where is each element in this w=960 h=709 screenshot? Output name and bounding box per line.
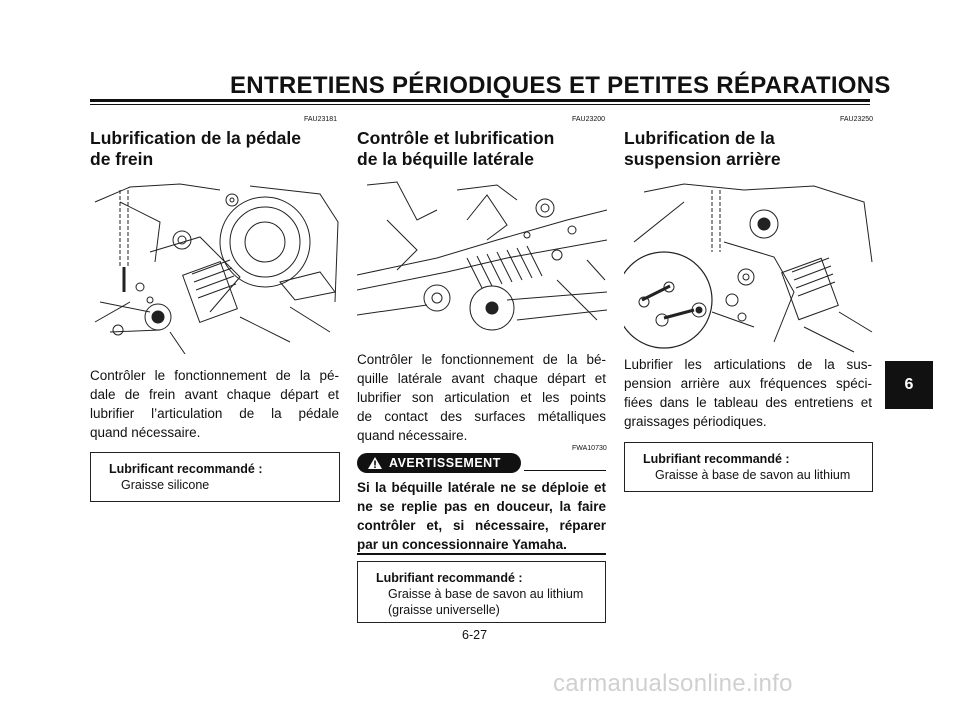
col2-body-line: lubrifier son articulation et les points [357,390,606,405]
header-rule-thick [90,99,870,102]
warning-code: FWA10730 [572,445,607,452]
warning-text [357,478,606,554]
col2-title [357,128,554,170]
col1-lubricant-box [90,452,340,502]
col3-body-line: graissages périodiques. [624,414,767,429]
col1-lubricant-value: Graisse silicone [121,478,210,492]
col2-lubricant-value: (graisse universelle) [388,603,500,617]
col3-lubricant-label: Lubrifiant recommandé : [643,452,790,466]
warning-footer-rule [357,553,606,555]
col3-lubricant-box [624,442,873,492]
col2-body-line: Contrôler le fonctionnement de la bé- [357,352,606,367]
col1-body-line: lubrifier l’articulation de la pédale [90,406,339,421]
col3-code: FAU23250 [840,116,874,123]
warning-line: ne se replie pas en douceur, la faire [357,499,606,514]
page-header-title: ENTRETIENS PÉRIODIQUES ET PETITES RÉPARATIONS [230,72,891,99]
col2-lubricant-value: Graisse à base de savon au lithium [388,587,584,601]
warning-line: par un concessionnaire Yamaha. [357,537,567,552]
warning-header-rule [524,470,606,471]
col3-body [624,355,872,431]
col1-title-line: Lubrification de la pédale [90,128,302,148]
col3-body-line: fiées dans le tableau des entretiens et [624,395,872,410]
brake-pedal-illustration [90,182,340,354]
col3-title-line: suspension arrière [624,149,781,169]
col2-body-line: quille latérale avant chaque départ et [357,371,606,386]
col2-title-line: Contrôle et lubrification [357,128,555,148]
col2-title-line: de la béquille latérale [357,149,535,169]
col1-body-line: Contrôler le fonctionnement de la pé- [90,368,339,383]
col2-lubricant-label: Lubrifiant recommandé : [376,571,523,585]
warning-label: AVERTISSEMENT [389,456,501,470]
col3-lubricant-value: Graisse à base de savon au lithium [655,468,851,482]
col1-code: FAU23181 [304,116,338,123]
col1-title-line: de frein [90,149,154,169]
page-number: 6-27 [462,628,488,642]
chapter-tab: 6 [885,361,933,409]
col2-body-line: quand nécessaire. [357,428,468,443]
col2-body-line: de contact des surfaces métalliques [357,409,606,424]
col1-title [90,128,301,170]
col3-title [624,128,781,170]
warning-line: Si la béquille latérale ne se déploie et [357,480,606,495]
col3-body-line: pension arrière aux fréquences spéci- [624,376,872,391]
col3-body-line: Lubrifier les articulations de la sus- [624,357,872,372]
warning-line: contrôler et, si nécessaire, réparer [357,518,606,533]
sidestand-illustration [357,180,607,342]
rear-suspension-illustration [624,182,874,354]
col1-body-line: quand nécessaire. [90,425,201,440]
warning-triangle-icon [367,456,383,473]
col2-code: FAU23200 [572,116,606,123]
col2-body [357,350,606,445]
col2-lubricant-box [357,561,606,623]
warning-badge [357,453,521,473]
col1-lubricant-label: Lubrificant recommandé : [109,462,263,476]
col3-title-line: Lubrification de la [624,128,775,148]
header-rule-thin [90,104,870,105]
watermark: carmanualsonline.info [553,670,793,697]
col1-body [90,366,339,442]
col1-body-line: dale de frein avant chaque départ et [90,387,339,402]
